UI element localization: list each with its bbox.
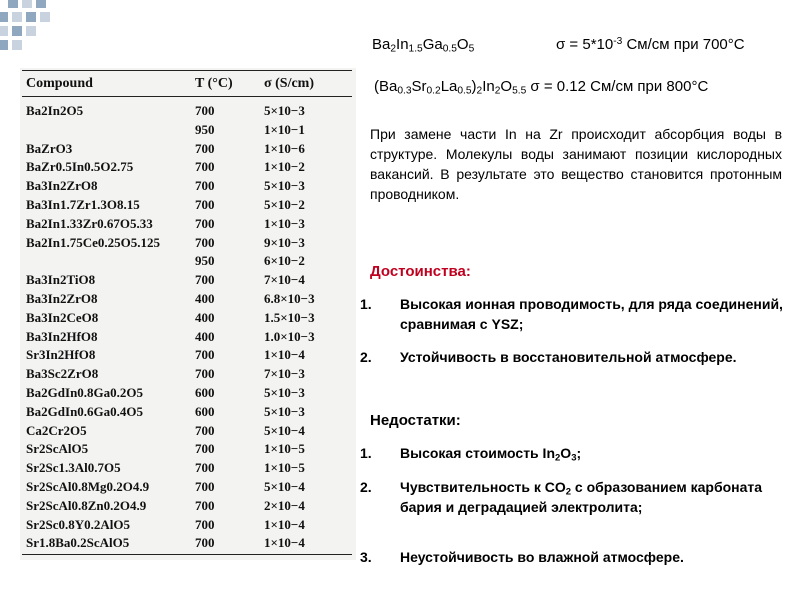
deco-square [26,12,36,22]
disadvantage-text: Чувствительность к $CO_2$ с образованием карбоната бария и деградацией электролита; [400,479,763,515]
deco-square [0,12,8,22]
table-row [20,158,356,176]
cell-conductivity: 1×10−5 [264,460,305,476]
cell-compound: Ba3In2ZrO8 [26,178,98,194]
cell-conductivity: 1×10−4 [264,516,305,532]
cell-conductivity: 1×10−3 [264,215,305,231]
cell-compound: Ba3In2ZrO8 [26,291,98,306]
table-row [20,497,356,515]
cell-temperature: 700 [195,460,215,476]
cell-conductivity: 1×10−4 [264,535,305,551]
table-row [20,384,356,402]
cell-compound: Ba2GdIn0.8Ga0.2O5 [26,385,144,400]
table-row [20,365,356,383]
table-header-rule [22,96,352,97]
cell-compound: Ba2GdIn0.6Ga0.4O5 [26,403,144,419]
table-row [20,459,356,477]
cell-temperature: 950 [195,121,215,137]
description-paragraph: При замене части In на Zr происходит абсорбция воды в структуре. Молекулы воды занимают позиции кислородных вакансий. В результате это вещество становится протонным проводником. [370,126,782,202]
cell-compound: Ca2Cr2O5 [26,422,87,438]
cell-temperature: 700 [195,103,215,118]
deco-square [22,0,32,8]
cell-conductivity: 1×10−2 [264,159,305,175]
disadvantage-number: 3. [360,549,372,565]
deco-square [36,0,46,8]
cell-conductivity: 1×10−6 [264,140,305,156]
cell-temperature: 700 [195,535,215,551]
cell-conductivity: 5×10−3 [264,403,305,419]
cell-temperature: 600 [195,385,215,400]
header-temperature: T (°C) [195,76,233,91]
deco-square [0,26,8,36]
cell-compound: BaZr0.5In0.5O2.75 [26,159,134,175]
table-row [20,516,356,534]
deco-square [12,12,22,22]
table-row [20,177,356,195]
cell-temperature: 700 [195,479,215,494]
cell-temperature: 700 [195,178,215,194]
cell-temperature: 700 [195,272,215,288]
cell-temperature: 950 [195,253,215,269]
conductivity-table [20,68,356,560]
table-row [20,271,356,289]
table-row [20,252,356,270]
cell-temperature: 700 [195,197,215,212]
table-row [20,478,356,496]
table-row [20,328,356,346]
cell-conductivity: 5×10−4 [264,422,305,438]
cell-conductivity: 6.8×10−3 [264,291,315,306]
table-row [20,215,356,233]
deco-square [12,26,22,36]
cell-temperature: 400 [195,291,215,306]
table-row [20,534,356,552]
table-top-rule [22,70,352,71]
cell-compound: Ba3In2CeO8 [26,309,99,325]
cell-compound: Sr3In2HfO8 [26,347,96,363]
cell-temperature: 400 [195,309,215,325]
deco-square [0,40,8,50]
cell-temperature: 700 [195,234,215,250]
cell-temperature: 700 [195,215,215,231]
advantage-number: 2. [360,349,372,365]
disadvantages-title: Недостатки: [370,412,461,429]
cell-compound: Ba2In1.75Ce0.25O5.125 [26,234,160,250]
cell-conductivity: 7×10−4 [264,272,305,288]
cell-temperature: 700 [195,441,215,457]
table-row [20,403,356,421]
advantage-text: Высокая ионная проводимость, для ряда соединений, сравнимая с YSZ; [400,296,783,332]
disadvantage-text: Неустойчивость во влажной атмосфере. [400,549,684,565]
table-row [20,140,356,158]
cell-compound: BaZrO3 [26,140,73,156]
cell-conductivity: 1×10−5 [264,441,305,457]
cell-temperature: 700 [195,140,215,156]
formula-1-compound: $Ba_2In_{1.5}Ga_{0.5}O_5$ [372,36,475,55]
table-row [20,309,356,327]
cell-compound: Ba3In2TiO8 [26,272,96,288]
disadvantage-number: 2. [360,479,372,495]
cell-temperature: 600 [195,403,215,419]
cell-conductivity: 7×10−3 [264,366,305,382]
table-row [20,290,356,308]
cell-conductivity: 1.5×10−3 [264,309,315,325]
cell-compound: Sr1.8Ba0.2ScAlO5 [26,535,130,551]
cell-conductivity: 1×10−4 [264,347,305,363]
cell-compound: Ba2In1.33Zr0.67O5.33 [26,215,153,231]
cell-compound: Sr2Sc0.8Y0.2AlO5 [26,516,130,532]
table-row [20,121,356,139]
cell-temperature: 700 [195,422,215,438]
table-row [20,102,356,120]
cell-conductivity: 5×10−2 [264,197,305,212]
table-row [20,440,356,458]
cell-conductivity: 5×10−3 [264,385,305,400]
cell-conductivity: 1.0×10−3 [264,328,315,344]
deco-square [8,0,18,8]
cell-compound: Ba2In2O5 [26,103,84,118]
cell-compound: Sr2ScAl0.8Mg0.2O4.9 [26,479,150,494]
cell-compound: Sr2Sc1.3Al0.7O5 [26,460,121,476]
cell-conductivity: 1×10−1 [264,121,305,137]
table-bottom-rule [22,554,352,555]
formula-2: $(Ba_{0.3}Sr_{0.2}La_{0.5})_2In_2O_{5.5}$ σ = 0.12 См/см при 800°С [374,78,709,97]
advantage-text: Устойчивость в восстановительной атмосфере. [400,349,737,365]
cell-temperature: 700 [195,497,215,513]
table-row [20,196,356,214]
header-conductivity: σ (S/cm) [264,76,314,91]
cell-compound: Sr2ScAl0.8Zn0.2O4.9 [26,497,147,513]
cell-temperature: 700 [195,347,215,363]
cell-temperature: 700 [195,366,215,382]
disadvantage-number: 1. [360,445,372,461]
table-row [20,346,356,364]
cell-compound: Ba3Sc2ZrO8 [26,366,99,382]
cell-temperature: 700 [195,516,215,532]
advantage-number: 1. [360,296,372,312]
formula-1-value: $\sigma = 5*10^{-3}$ См/см при 700°С [556,35,745,53]
cell-temperature: 700 [195,159,215,175]
cell-conductivity: 2×10−4 [264,497,305,513]
cell-conductivity: 5×10−3 [264,178,305,194]
disadvantage-text: Высокая стоимость $In_2O_3$; [400,445,582,464]
cell-conductivity: 5×10−4 [264,479,305,494]
cell-conductivity: 9×10−3 [264,234,305,250]
advantages-title: Достоинства: [370,263,471,280]
header-compound: Compound [26,76,93,91]
cell-compound: Sr2ScAlO5 [26,441,89,457]
cell-compound: Ba3In1.7Zr1.3O8.15 [26,197,140,212]
deco-square [40,12,50,22]
cell-conductivity: 6×10−2 [264,253,305,269]
table-row [20,234,356,252]
table-row [20,422,356,440]
cell-temperature: 400 [195,328,215,344]
deco-square [12,40,22,50]
cell-compound: Ba3In2HfO8 [26,328,98,344]
cell-conductivity: 5×10−3 [264,103,305,118]
deco-square [26,26,36,36]
